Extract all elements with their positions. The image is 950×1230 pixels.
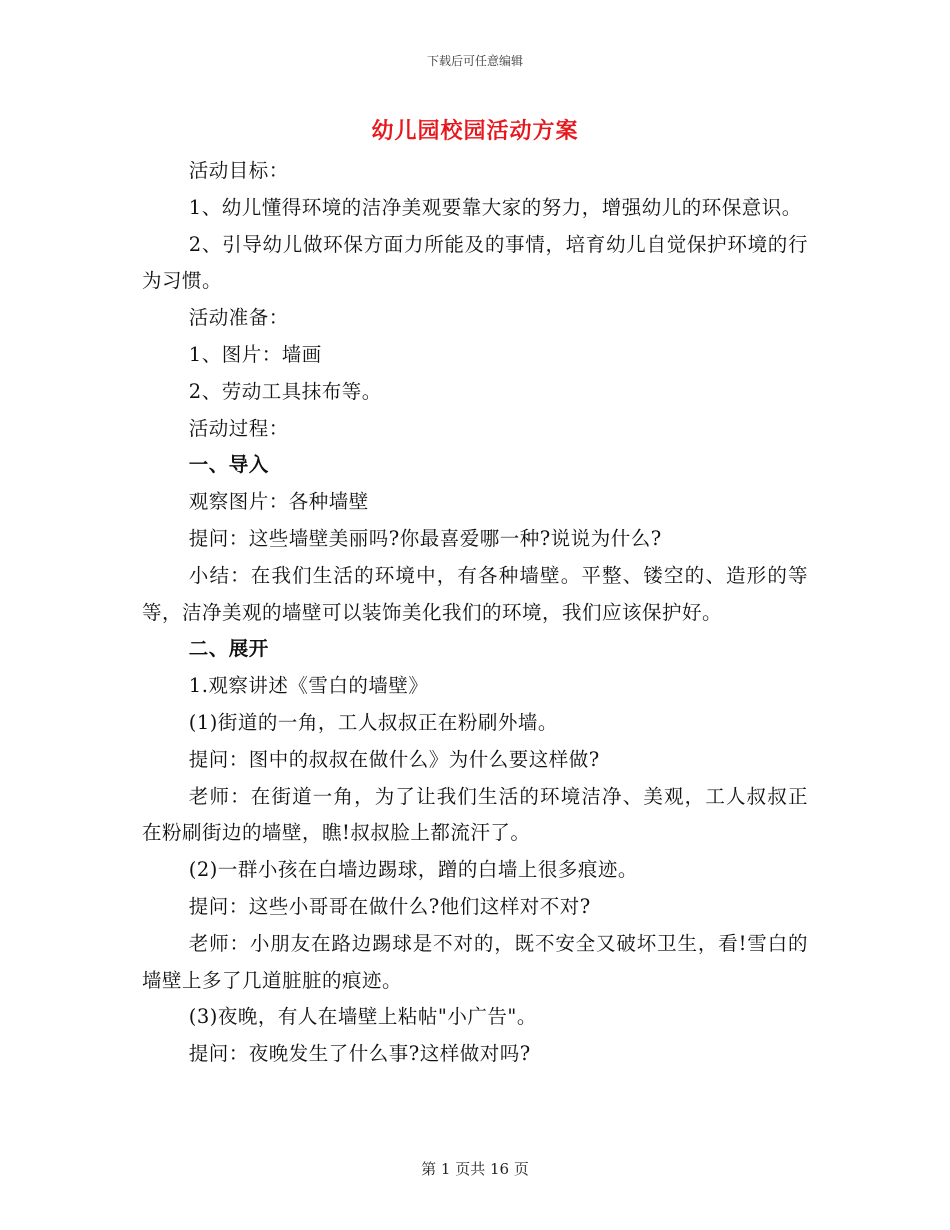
paragraph: 观察图片：各种墙壁 [188, 490, 369, 514]
paragraph: 活动过程： [188, 416, 289, 440]
paragraph: (1)街道的一角，工人叔叔正在粉刷外墙。 [188, 710, 558, 734]
paragraph: 活动准备： [188, 306, 289, 330]
paragraph: 提问：夜晚发生了什么事?这样做对吗? [188, 1042, 531, 1066]
paragraph: (2)一群小孩在白墙边踢球，蹭的白墙上很多痕迹。 [188, 858, 638, 882]
paragraph: 2、劳动工具抹布等。 [188, 379, 382, 403]
paragraph: 1、图片：墙画 [188, 342, 322, 366]
paragraph: 提问：这些墙壁美丽吗?你最喜爱哪一种?说说为什么? [188, 526, 662, 550]
paragraph: 提问：这些小哥哥在做什么?他们这样对不对? [188, 894, 591, 918]
paragraph: 提问：图中的叔叔在做什么》为什么要这样做? [188, 747, 600, 771]
paragraph: 2、引导幼儿做环保方面力所能及的事情，培育幼儿自觉保护环境的行为习惯。 [142, 232, 808, 293]
section-heading: 一、导入 [188, 453, 269, 477]
page-header: 下载后可任意编辑 [426, 54, 523, 68]
document-title: 幼儿园校园活动方案 [371, 118, 579, 144]
paragraph: 1、幼儿懂得环境的洁净美观要靠大家的努力，增强幼儿的环保意识。 [188, 195, 802, 219]
paragraph: 活动目标： [188, 159, 289, 182]
paragraph: 1.观察讲述《雪白的墙壁》 [188, 674, 429, 698]
paragraph: 老师：在街道一角，为了让我们生活的环境洁净、美观，工人叔叔正在粉刷街边的墙壁，瞧!叔叔脸上都流汗了。 [142, 784, 808, 845]
section-heading: 二、展开 [188, 637, 269, 661]
document-body [142, 153, 808, 1073]
paragraph: (3)夜晚，有人在墙壁上粘帖"小广告"。 [188, 1005, 537, 1029]
page-footer: 第 1 页共 16 页 [421, 1160, 529, 1178]
paragraph: 老师：小朋友在路边踢球是不对的，既不安全又破坏卫生，看!雪白的墙壁上多了几道脏脏的痕迹。 [142, 931, 808, 992]
paragraph: 小结：在我们生活的环境中，有各种墙壁。平整、镂空的、造形的等等，洁净美观的墙壁可以装饰美化我们的环境，我们应该保护好。 [142, 563, 808, 624]
